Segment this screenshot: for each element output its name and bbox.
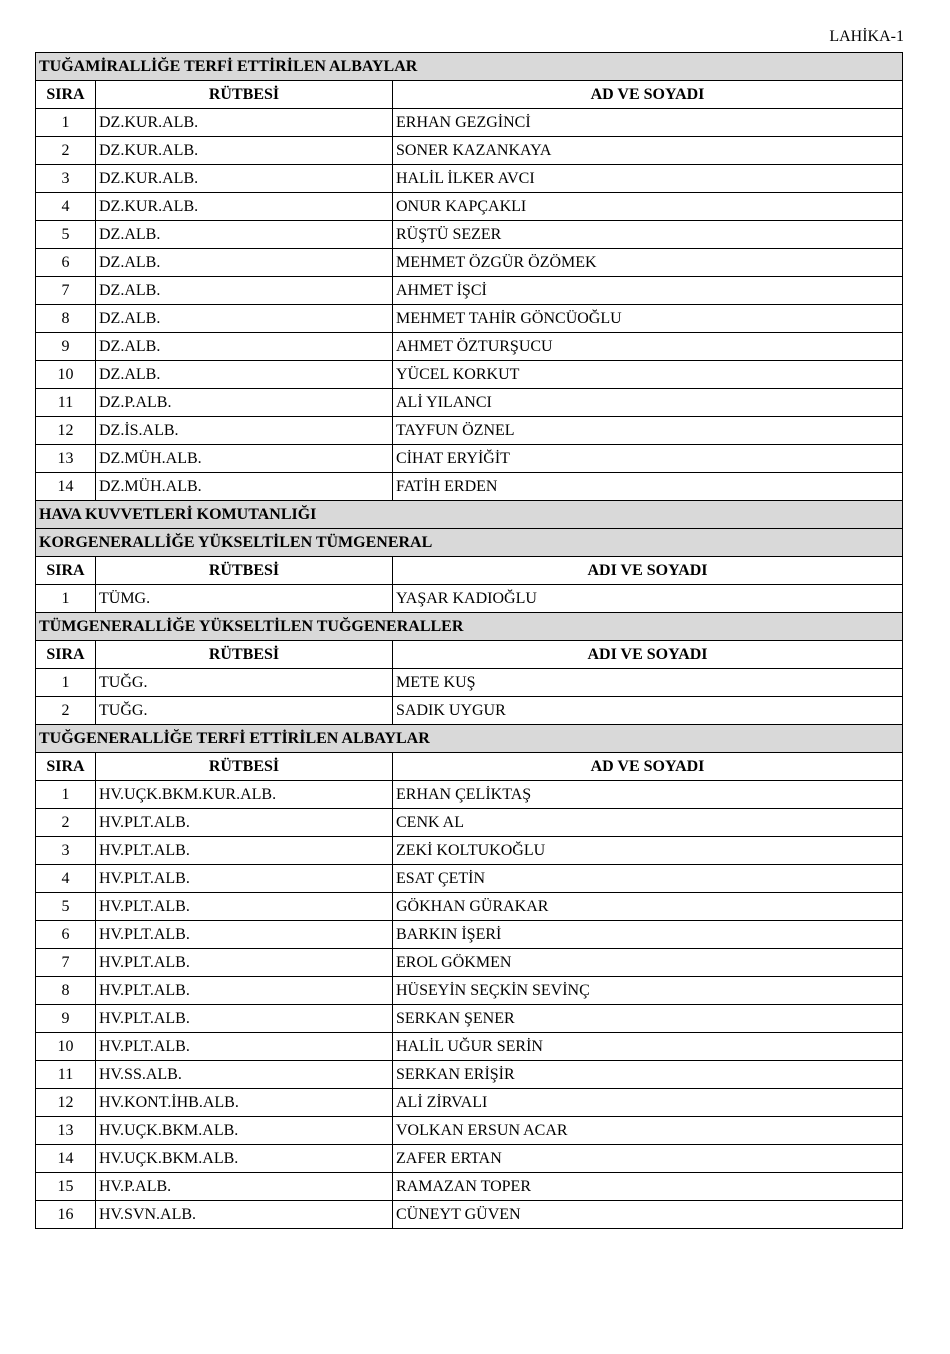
section-row bbox=[36, 529, 903, 557]
cell-sira: 2 bbox=[36, 697, 96, 725]
column-header-row bbox=[36, 753, 903, 781]
cell-ad-soyad: CENK AL bbox=[393, 809, 903, 837]
section-title: TUĞGENERALLİĞE TERFİ ETTİRİLEN ALBAYLAR bbox=[36, 725, 903, 753]
cell-rutbe: HV.UÇK.BKM.KUR.ALB. bbox=[96, 781, 393, 809]
table-row bbox=[36, 921, 903, 949]
table-row bbox=[36, 389, 903, 417]
table-row bbox=[36, 1145, 903, 1173]
cell-ad-soyad: CİHAT ERYİĞİT bbox=[393, 445, 903, 473]
cell-ad-soyad: HÜSEYİN SEÇKİN SEVİNÇ bbox=[393, 977, 903, 1005]
cell-ad-soyad: HALİL İLKER AVCI bbox=[393, 165, 903, 193]
table-row bbox=[36, 1005, 903, 1033]
cell-sira: 6 bbox=[36, 249, 96, 277]
cell-sira: 5 bbox=[36, 221, 96, 249]
cell-rutbe: HV.SS.ALB. bbox=[96, 1061, 393, 1089]
cell-ad-soyad: TAYFUN ÖZNEL bbox=[393, 417, 903, 445]
cell-ad-soyad: YAŞAR KADIOĞLU bbox=[393, 585, 903, 613]
table-row bbox=[36, 417, 903, 445]
cell-sira: 8 bbox=[36, 977, 96, 1005]
cell-sira: 10 bbox=[36, 361, 96, 389]
cell-rutbe: DZ.ALB. bbox=[96, 249, 393, 277]
section-row bbox=[36, 725, 903, 753]
table-row bbox=[36, 1117, 903, 1145]
cell-sira: 14 bbox=[36, 473, 96, 501]
cell-sira: 1 bbox=[36, 585, 96, 613]
section-row bbox=[36, 501, 903, 529]
cell-ad-soyad: ERHAN GEZGİNCİ bbox=[393, 109, 903, 137]
cell-ad-soyad: FATİH ERDEN bbox=[393, 473, 903, 501]
table-row bbox=[36, 1089, 903, 1117]
cell-ad-soyad: ALİ YILANCI bbox=[393, 389, 903, 417]
cell-ad-soyad: MEHMET TAHİR GÖNCÜOĞLU bbox=[393, 305, 903, 333]
cell-ad-soyad: EROL GÖKMEN bbox=[393, 949, 903, 977]
cell-ad-soyad: GÖKHAN GÜRAKAR bbox=[393, 893, 903, 921]
table-row bbox=[36, 445, 903, 473]
cell-rutbe: DZ.KUR.ALB. bbox=[96, 193, 393, 221]
table-row bbox=[36, 333, 903, 361]
table-row bbox=[36, 781, 903, 809]
cell-ad-soyad: RÜŞTÜ SEZER bbox=[393, 221, 903, 249]
table-row bbox=[36, 809, 903, 837]
cell-ad-soyad: METE KUŞ bbox=[393, 669, 903, 697]
header-sira: SIRA bbox=[36, 753, 96, 781]
cell-rutbe: DZ.MÜH.ALB. bbox=[96, 445, 393, 473]
cell-rutbe: TUĞG. bbox=[96, 697, 393, 725]
cell-sira: 2 bbox=[36, 137, 96, 165]
cell-sira: 9 bbox=[36, 333, 96, 361]
cell-rutbe: HV.PLT.ALB. bbox=[96, 893, 393, 921]
cell-rutbe: DZ.ALB. bbox=[96, 305, 393, 333]
header-rutbe: RÜTBESİ bbox=[96, 753, 393, 781]
cell-ad-soyad: AHMET İŞCİ bbox=[393, 277, 903, 305]
table-row bbox=[36, 893, 903, 921]
cell-sira: 16 bbox=[36, 1201, 96, 1229]
cell-rutbe: HV.UÇK.BKM.ALB. bbox=[96, 1145, 393, 1173]
cell-rutbe: DZ.İS.ALB. bbox=[96, 417, 393, 445]
cell-sira: 13 bbox=[36, 445, 96, 473]
cell-ad-soyad: SADIK UYGUR bbox=[393, 697, 903, 725]
cell-ad-soyad: ERHAN ÇELİKTAŞ bbox=[393, 781, 903, 809]
section-row bbox=[36, 53, 903, 81]
table-row bbox=[36, 977, 903, 1005]
header-rutbe: RÜTBESİ bbox=[96, 641, 393, 669]
table-row bbox=[36, 361, 903, 389]
cell-sira: 8 bbox=[36, 305, 96, 333]
cell-ad-soyad: ZAFER ERTAN bbox=[393, 1145, 903, 1173]
table-body bbox=[36, 53, 903, 1229]
cell-sira: 7 bbox=[36, 277, 96, 305]
cell-sira: 1 bbox=[36, 781, 96, 809]
cell-rutbe: DZ.ALB. bbox=[96, 221, 393, 249]
cell-sira: 14 bbox=[36, 1145, 96, 1173]
column-header-row bbox=[36, 557, 903, 585]
table-row bbox=[36, 669, 903, 697]
cell-rutbe: DZ.P.ALB. bbox=[96, 389, 393, 417]
cell-ad-soyad: VOLKAN ERSUN ACAR bbox=[393, 1117, 903, 1145]
cell-rutbe: DZ.ALB. bbox=[96, 361, 393, 389]
cell-ad-soyad: AHMET ÖZTURŞUCU bbox=[393, 333, 903, 361]
cell-sira: 13 bbox=[36, 1117, 96, 1145]
cell-rutbe: TUĞG. bbox=[96, 669, 393, 697]
section-row bbox=[36, 613, 903, 641]
table-row bbox=[36, 165, 903, 193]
cell-rutbe: HV.PLT.ALB. bbox=[96, 1033, 393, 1061]
table-row bbox=[36, 473, 903, 501]
cell-ad-soyad: RAMAZAN TOPER bbox=[393, 1173, 903, 1201]
cell-rutbe: HV.PLT.ALB. bbox=[96, 949, 393, 977]
cell-sira: 3 bbox=[36, 165, 96, 193]
cell-sira: 3 bbox=[36, 837, 96, 865]
table-row bbox=[36, 1201, 903, 1229]
cell-ad-soyad: SERKAN ŞENER bbox=[393, 1005, 903, 1033]
cell-ad-soyad: SERKAN ERİŞİR bbox=[393, 1061, 903, 1089]
promotion-table bbox=[35, 52, 903, 1229]
header-rutbe: RÜTBESİ bbox=[96, 81, 393, 109]
table-row bbox=[36, 277, 903, 305]
cell-sira: 4 bbox=[36, 865, 96, 893]
header-rutbe: RÜTBESİ bbox=[96, 557, 393, 585]
table-row bbox=[36, 865, 903, 893]
table-row bbox=[36, 837, 903, 865]
cell-sira: 7 bbox=[36, 949, 96, 977]
table-row bbox=[36, 137, 903, 165]
cell-rutbe: DZ.KUR.ALB. bbox=[96, 165, 393, 193]
cell-ad-soyad: CÜNEYT GÜVEN bbox=[393, 1201, 903, 1229]
cell-rutbe: HV.UÇK.BKM.ALB. bbox=[96, 1117, 393, 1145]
header-ad-soyad: ADI VE SOYADI bbox=[393, 641, 903, 669]
column-header-row bbox=[36, 641, 903, 669]
cell-ad-soyad: YÜCEL KORKUT bbox=[393, 361, 903, 389]
cell-rutbe: TÜMG. bbox=[96, 585, 393, 613]
cell-rutbe: HV.P.ALB. bbox=[96, 1173, 393, 1201]
cell-sira: 1 bbox=[36, 109, 96, 137]
section-title: TUĞAMİRALLİĞE TERFİ ETTİRİLEN ALBAYLAR bbox=[36, 53, 903, 81]
cell-ad-soyad: ESAT ÇETİN bbox=[393, 865, 903, 893]
cell-rutbe: HV.PLT.ALB. bbox=[96, 809, 393, 837]
cell-ad-soyad: BARKIN İŞERİ bbox=[393, 921, 903, 949]
cell-sira: 2 bbox=[36, 809, 96, 837]
table-row bbox=[36, 697, 903, 725]
table-row bbox=[36, 109, 903, 137]
section-title: TÜMGENERALLİĞE YÜKSELTİLEN TUĞGENERALLER bbox=[36, 613, 903, 641]
table-row bbox=[36, 305, 903, 333]
cell-sira: 12 bbox=[36, 1089, 96, 1117]
table-row bbox=[36, 585, 903, 613]
cell-ad-soyad: ALİ ZİRVALI bbox=[393, 1089, 903, 1117]
cell-ad-soyad: HALİL UĞUR SERİN bbox=[393, 1033, 903, 1061]
table-row bbox=[36, 949, 903, 977]
cell-sira: 6 bbox=[36, 921, 96, 949]
section-title: KORGENERALLİĞE YÜKSELTİLEN TÜMGENERAL bbox=[36, 529, 903, 557]
header-sira: SIRA bbox=[36, 557, 96, 585]
table-row bbox=[36, 1061, 903, 1089]
cell-ad-soyad: SONER KAZANKAYA bbox=[393, 137, 903, 165]
cell-sira: 12 bbox=[36, 417, 96, 445]
annex-label: LAHİKA-1 bbox=[829, 28, 904, 45]
table-row bbox=[36, 1033, 903, 1061]
cell-rutbe: HV.PLT.ALB. bbox=[96, 1005, 393, 1033]
cell-rutbe: HV.KONT.İHB.ALB. bbox=[96, 1089, 393, 1117]
cell-rutbe: DZ.KUR.ALB. bbox=[96, 109, 393, 137]
cell-rutbe: HV.PLT.ALB. bbox=[96, 977, 393, 1005]
cell-sira: 9 bbox=[36, 1005, 96, 1033]
cell-sira: 11 bbox=[36, 1061, 96, 1089]
cell-sira: 4 bbox=[36, 193, 96, 221]
cell-sira: 15 bbox=[36, 1173, 96, 1201]
cell-ad-soyad: ONUR KAPÇAKLI bbox=[393, 193, 903, 221]
table-row bbox=[36, 1173, 903, 1201]
header-sira: SIRA bbox=[36, 81, 96, 109]
cell-rutbe: HV.SVN.ALB. bbox=[96, 1201, 393, 1229]
table-row bbox=[36, 193, 903, 221]
section-title: HAVA KUVVETLERİ KOMUTANLIĞI bbox=[36, 501, 903, 529]
cell-rutbe: DZ.MÜH.ALB. bbox=[96, 473, 393, 501]
column-header-row bbox=[36, 81, 903, 109]
cell-rutbe: HV.PLT.ALB. bbox=[96, 865, 393, 893]
header-ad-soyad: AD VE SOYADI bbox=[393, 753, 903, 781]
cell-rutbe: DZ.KUR.ALB. bbox=[96, 137, 393, 165]
cell-sira: 11 bbox=[36, 389, 96, 417]
cell-ad-soyad: MEHMET ÖZGÜR ÖZÖMEK bbox=[393, 249, 903, 277]
cell-sira: 10 bbox=[36, 1033, 96, 1061]
table-row bbox=[36, 221, 903, 249]
cell-rutbe: DZ.ALB. bbox=[96, 277, 393, 305]
cell-ad-soyad: ZEKİ KOLTUKOĞLU bbox=[393, 837, 903, 865]
cell-sira: 5 bbox=[36, 893, 96, 921]
cell-rutbe: HV.PLT.ALB. bbox=[96, 921, 393, 949]
header-sira: SIRA bbox=[36, 641, 96, 669]
header-ad-soyad: ADI VE SOYADI bbox=[393, 557, 903, 585]
cell-rutbe: DZ.ALB. bbox=[96, 333, 393, 361]
cell-rutbe: HV.PLT.ALB. bbox=[96, 837, 393, 865]
cell-sira: 1 bbox=[36, 669, 96, 697]
header-ad-soyad: AD VE SOYADI bbox=[393, 81, 903, 109]
table-row bbox=[36, 249, 903, 277]
